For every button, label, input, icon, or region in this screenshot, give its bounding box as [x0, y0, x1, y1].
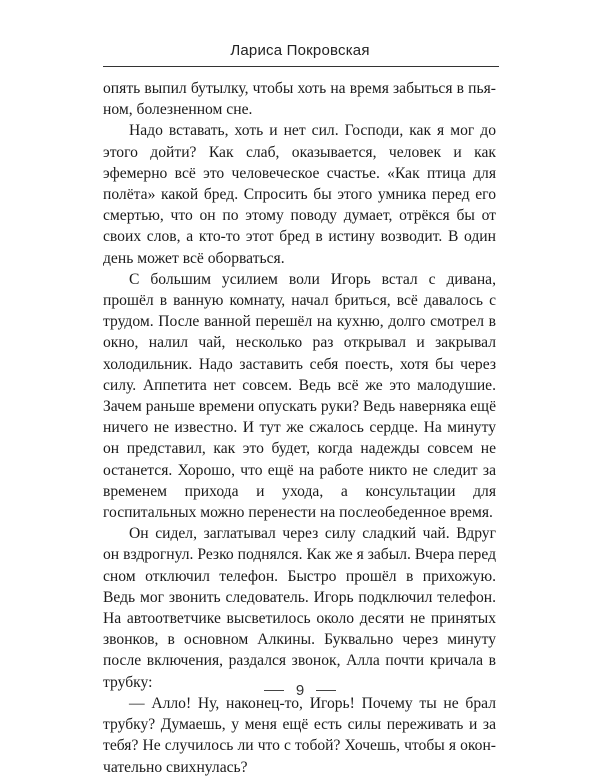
running-head-title: Лариса Покровская — [230, 42, 370, 59]
body-text — [103, 78, 496, 778]
paragraph-1: опять выпил бутылку, чтобы хоть на время забыться в пьяном, болезненном сне. — [103, 80, 496, 119]
paragraph-5: — Алло! Ну, наконец-то, Игорь! Почему ты не брал трубку? Думаешь, у меня ещё есть силы переживать и за тебя? Не случилось ли что с тобой? Хочешь, чтобы я окончательно свихнулась? — [103, 694, 496, 776]
paragraph-4: Он сидел, заглатывал через силу сладкий чай. Вдруг он вздрогнул. Резко поднялся. Как же я забыл. Вчера перед сном отключил телефон. Быстро прошёл в прихожую. Ведь мог звонить следователь. Игорь подключил телефон. На автоответчике высветилось около десяти не принятых звонков, в основном Алкины. Буквально через минуту после включения, раздался звонок, Алла почти кричала в трубку: — [103, 525, 496, 691]
page-number: 9 — [295, 682, 305, 699]
folio-dash-right — [316, 690, 336, 691]
page-footer — [0, 682, 600, 699]
paragraph-3: С большим усилием воли Игорь встал с дивана, прошёл в ванную комнату, начал бриться, всё давалось с трудом. После ванной перешёл на кухню, долго смотрел в окно, налил чай, несколько раз открывал и закрывал холодильник. Надо заставить себя поесть, хотя бы через силу. Аппетита нет совсем. Ведь всё же это малодушие. Зачем раньше времени опускать руки? Ведь наверняка ещё ничего не известно. И тут же сжалось сердце. На минуту он представил, как это будет, когда надежды совсем не останется. Хорошо, что ещё на работе никто не следит за временем прихода и ухода, а консультации для госпитальных можно перенести на послеобеденное время. — [103, 270, 496, 522]
paragraph-2: Надо вставать, хоть и нет сил. Господи, как я мог до этого дойти? Как слаб, оказывается, человек и как эфемерно всё это человеческое счастье. «Как птица для полёта» какой бред. Спросить бы этого умника перед его смертью, что он по этому поводу думает, отрёкся бы от своих слов, а кто-то этот бред в истину возводит. В один день может всё оборваться. — [103, 122, 496, 267]
folio-dash-left — [264, 690, 284, 691]
header-rule — [103, 66, 499, 67]
